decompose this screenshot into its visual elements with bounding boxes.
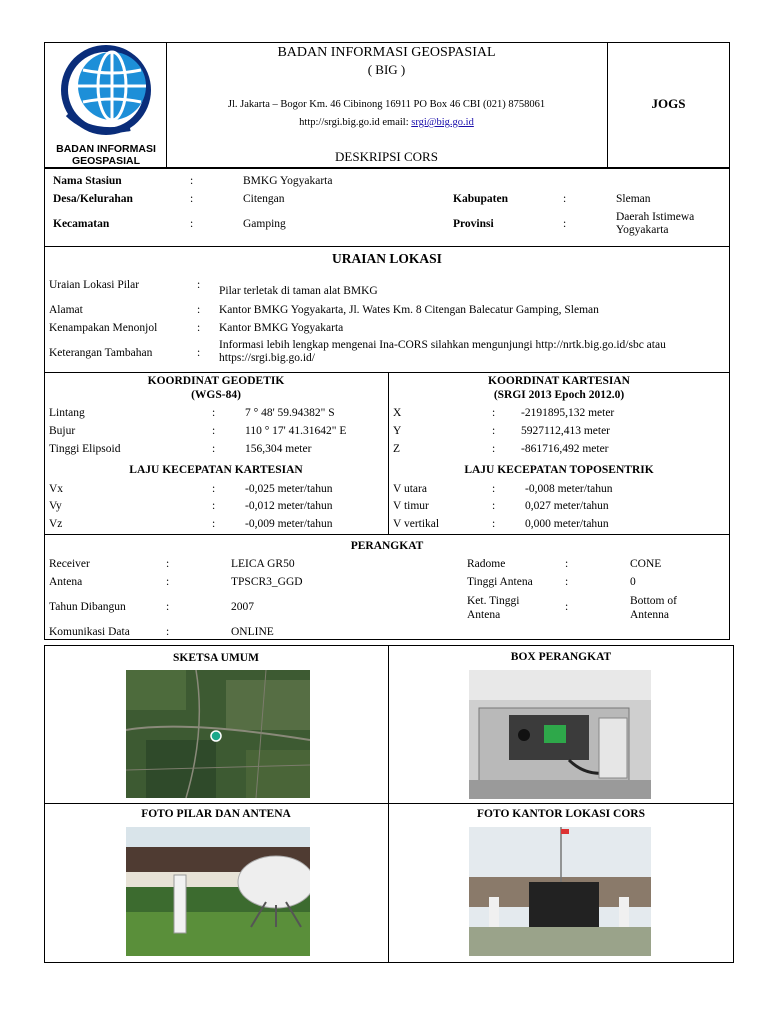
kecamatan-label: Kecamatan <box>53 218 110 230</box>
geodetik-title: KOORDINAT GEODETIK <box>147 375 285 387</box>
bujur-label: Bujur <box>49 425 76 437</box>
bujur-colon: : <box>212 425 216 437</box>
vutara-colon: : <box>492 483 496 495</box>
vutara-value: -0,008 meter/tahun <box>525 483 613 495</box>
main-frame <box>44 168 730 640</box>
sketsa-map-image <box>126 670 310 798</box>
bujur-value: 110 ° 17' 41.31642" E <box>245 425 347 437</box>
receiver-colon: : <box>166 558 170 570</box>
y-value: 5927112,413 meter <box>521 425 611 437</box>
lintang-label: Lintang <box>49 407 85 419</box>
vvertikal-value: 0,000 meter/tahun <box>525 518 609 530</box>
kenampakan-colon: : <box>197 322 201 334</box>
desa-colon: : <box>190 193 194 205</box>
radome-value: CONE <box>630 558 662 570</box>
radome-label: Radome <box>467 558 506 570</box>
alamat-colon: : <box>197 304 201 316</box>
vutara-label: V utara <box>393 483 427 495</box>
sketsa-title: SKETSA UMUM <box>173 652 259 664</box>
logo-text-line1: BADAN INFORMASI <box>56 143 156 155</box>
vx-label: Vx <box>49 483 64 495</box>
provinsi-colon: : <box>563 218 567 230</box>
x-colon: : <box>492 407 496 419</box>
kabupaten-value: Sleman <box>616 193 651 205</box>
address: Jl. Jakarta – Bogor Km. 46 Cibinong 16911 PO Box 46 CBI (021) 8758061 <box>227 99 546 110</box>
email-link[interactable]: srgi@big.go.id <box>411 117 474 128</box>
radome-colon: : <box>565 558 569 570</box>
keterangan-colon: : <box>197 347 201 359</box>
tinggi-colon: : <box>212 443 216 455</box>
tahun-label: Tahun Dibangun <box>49 601 126 613</box>
vz-label: Vz <box>49 518 63 530</box>
y-colon: : <box>492 425 496 437</box>
vy-colon: : <box>212 500 216 512</box>
web-email <box>166 117 607 128</box>
perangkat-title: PERANGKAT <box>350 540 424 552</box>
box-title: BOX PERANGKAT <box>510 651 612 663</box>
lintang-colon: : <box>212 407 216 419</box>
ket-tinggi-colon: : <box>565 601 569 613</box>
pilar-colon: : <box>197 279 201 291</box>
vvertikal-label: V vertikal <box>393 518 440 530</box>
org-title: BADAN INFORMASI GEOSPASIAL <box>277 45 496 60</box>
kantor-photo-title: FOTO KANTOR LOKASI CORS <box>477 808 645 820</box>
keterangan-value: Informasi lebih lengkap mengenai Ina-CORS silahkan mengunjungi http://nrtk.big.go.id/sbc atau https://srgi.big.go.id/ <box>219 339 666 364</box>
pilar-label: Uraian Lokasi Pilar <box>49 279 140 291</box>
vz-value: -0,009 meter/tahun <box>245 518 333 530</box>
vx-value: -0,025 meter/tahun <box>245 483 333 495</box>
kartesian-sub: (SRGI 2013 Epoch 2012.0) <box>493 389 625 401</box>
provinsi-label: Provinsi <box>453 218 494 230</box>
globe-icon <box>50 44 162 140</box>
vy-label: Vy <box>49 500 62 512</box>
provinsi-value: Daerah Istimewa Yogyakarta <box>616 211 695 236</box>
web-email-prefix: http://srgi.big.go.id email: <box>299 117 412 128</box>
big-logo <box>50 44 162 167</box>
station-code: JOGS <box>651 96 686 111</box>
vx-colon: : <box>212 483 216 495</box>
antena-value: TPSCR3_GGD <box>231 576 303 588</box>
z-value: -861716,492 meter <box>521 443 609 455</box>
kabupaten-label: Kabupaten <box>453 193 508 205</box>
vvertikal-colon: : <box>492 518 496 530</box>
org-short: ( BIG ) <box>367 62 406 77</box>
nama-colon: : <box>190 175 194 187</box>
kec-toposentrik-title: LAJU KECEPATAN TOPOSENTRIK <box>464 464 654 476</box>
tinggi-label: Tinggi Elipsoid <box>49 443 121 455</box>
kecamatan-value: Gamping <box>243 218 286 230</box>
komunikasi-value: ONLINE <box>231 626 274 638</box>
nama-value: BMKG Yogyakarta <box>243 175 333 187</box>
komunikasi-label: Komunikasi Data <box>49 626 130 638</box>
kabupaten-colon: : <box>563 193 567 205</box>
tahun-value: 2007 <box>231 601 254 613</box>
antena-label: Antena <box>49 576 83 588</box>
z-colon: : <box>492 443 496 455</box>
kartesian-title: KOORDINAT KARTESIAN <box>488 375 630 387</box>
z-label: Z <box>393 443 401 455</box>
kecamatan-colon: : <box>190 218 194 230</box>
tahun-colon: : <box>166 601 170 613</box>
vtimur-label: V timur <box>393 500 429 512</box>
tinggi-value: 156,304 meter <box>245 443 312 455</box>
kenampakan-label: Kenampakan Menonjol <box>49 322 158 334</box>
vz-colon: : <box>212 518 216 530</box>
keterangan-label: Keterangan Tambahan <box>49 347 153 359</box>
pilar-photo-title: FOTO PILAR DAN ANTENA <box>141 808 291 820</box>
desa-label: Desa/Kelurahan <box>53 193 133 205</box>
ket-tinggi-label: Ket. Tinggi Antena <box>467 595 520 621</box>
komunikasi-colon: : <box>166 626 170 638</box>
desa-value: Citengan <box>243 193 285 205</box>
receiver-label: Receiver <box>49 558 90 570</box>
vtimur-colon: : <box>492 500 496 512</box>
pilar-antena-image <box>126 827 310 956</box>
geodetik-sub: (WGS-84) <box>191 389 241 401</box>
doc-title: DESKRIPSI CORS <box>335 149 438 164</box>
x-label: X <box>393 407 402 419</box>
y-label: Y <box>393 425 402 437</box>
vy-value: -0,012 meter/tahun <box>245 500 333 512</box>
lintang-value: 7 ° 48' 59.94382" S <box>245 407 335 419</box>
receiver-value: LEICA GR50 <box>231 558 295 570</box>
alamat-label: Alamat <box>49 304 83 316</box>
box-perangkat-image <box>469 670 651 799</box>
x-value: -2191895,132 meter <box>521 407 615 419</box>
nama-label: Nama Stasiun <box>53 175 122 187</box>
uraian-title: URAIAN LOKASI <box>332 251 442 266</box>
kantor-image <box>469 827 651 956</box>
vtimur-value: 0,027 meter/tahun <box>525 500 609 512</box>
tinggi-antena-label: Tinggi Antena <box>467 576 533 588</box>
ket-tinggi-value: Bottom of Antenna <box>630 595 677 621</box>
pilar-value: Pilar terletak di taman alat BMKG <box>219 285 378 297</box>
kenampakan-value: Kantor BMKG Yogyakarta <box>219 322 344 334</box>
tinggi-antena-value: 0 <box>630 576 636 588</box>
antena-colon: : <box>166 576 170 588</box>
alamat-value: Kantor BMKG Yogyakarta, Jl. Wates Km. 8 Citengan Balecatur Gamping, Sleman <box>219 304 599 316</box>
kec-kartesian-title: LAJU KECEPATAN KARTESIAN <box>129 464 303 476</box>
tinggi-antena-colon: : <box>565 576 569 588</box>
logo-text-line2: GEOSPASIAL <box>71 155 141 167</box>
